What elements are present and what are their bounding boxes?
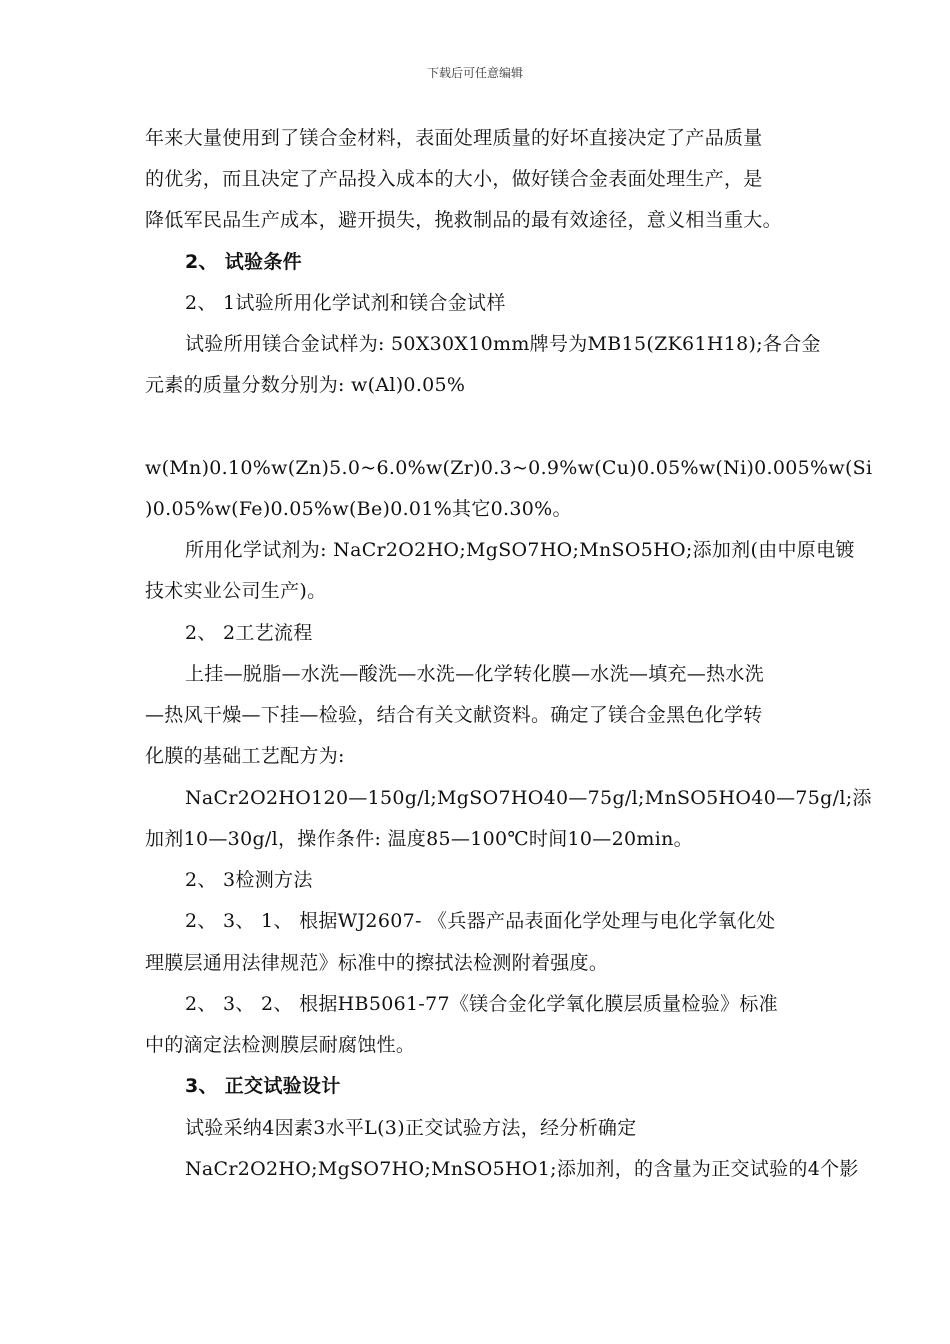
paragraph-line: 2、 3、 1、 根据WJ2607- 《兵器产品表面化学处理与电化学氧化处: [185, 910, 776, 932]
paragraph-line: )0.05%w(Fe)0.05%w(Be)0.01%其它0.30%。: [145, 498, 572, 520]
paragraph-line: 上挂—脱脂—水洗—酸洗—水洗—化学转化膜—水洗—填充—热水洗: [185, 663, 765, 685]
paragraph-line: w(Mn)0.10%w(Zn)5.0~6.0%w(Zr)0.3~0.9%w(Cu)0.05%w(Ni)0.005%w(Si: [145, 457, 873, 479]
paragraph-line: NaCr2O2HO120—150g/l;MgSO7HO40—75g/l;MnSO5HO40—75g/l;添: [185, 787, 872, 809]
paragraph-line: 理膜层通用法律规范》标准中的擦拭法检测附着强度。: [145, 952, 609, 974]
subsection-heading: 2、 2工艺流程: [185, 622, 313, 644]
paragraph-line: 加剂10—30g/l，操作条件: 温度85—100℃时间10—20min。: [145, 828, 693, 850]
section-heading: 2、 试验条件: [185, 251, 302, 273]
subsection-heading: 2、 1试验所用化学试剂和镁合金试样: [185, 292, 506, 314]
paragraph-line: 年来大量使用到了镁合金材料，表面处理质量的好坏直接决定了产品质量: [145, 127, 763, 149]
paragraph-line: 所用化学试剂为: NaCr2O2HO;MgSO7HO;MnSO5HO;添加剂(由中原电镀: [185, 539, 855, 561]
paragraph-line: 2、 3、 2、 根据HB5061-77《镁合金化学氧化膜层质量检验》标准: [185, 993, 778, 1015]
paragraph-line: 中的滴定法检测膜层耐腐蚀性。: [145, 1034, 416, 1056]
paragraph-line: 技术实业公司生产)。: [145, 580, 327, 602]
paragraph-line: 试验采纳4因素3水平L(3)正交试验方法，经分析确定: [185, 1117, 637, 1139]
paragraph-line: 化膜的基础工艺配方为:: [145, 745, 345, 767]
section-heading: 3、 正交试验设计: [185, 1075, 341, 1097]
paragraph-line: 降低军民品生产成本，避开损失，挽救制品的最有效途径，意义相当重大。: [145, 209, 782, 231]
paragraph-line: —热风干燥—下挂—检验，结合有关文献资料。确定了镁合金黑色化学转: [145, 704, 763, 726]
paragraph-line: 的优劣，而且决定了产品投入成本的大小，做好镁合金表面处理生产，是: [145, 168, 763, 190]
subsection-heading: 2、 3检测方法: [185, 869, 313, 891]
paragraph-line: 试验所用镁合金试样为: 50X30X10mm牌号为MB15(ZK61H18);各合金: [185, 333, 821, 355]
paragraph-line: 元素的质量分数分别为: w(Al)0.05%: [145, 374, 466, 396]
page-header: 下载后可任意编辑: [426, 66, 523, 80]
paragraph-line: NaCr2O2HO;MgSO7HO;MnSO5HO1;添加剂，的含量为正交试验的4个影: [185, 1158, 859, 1180]
